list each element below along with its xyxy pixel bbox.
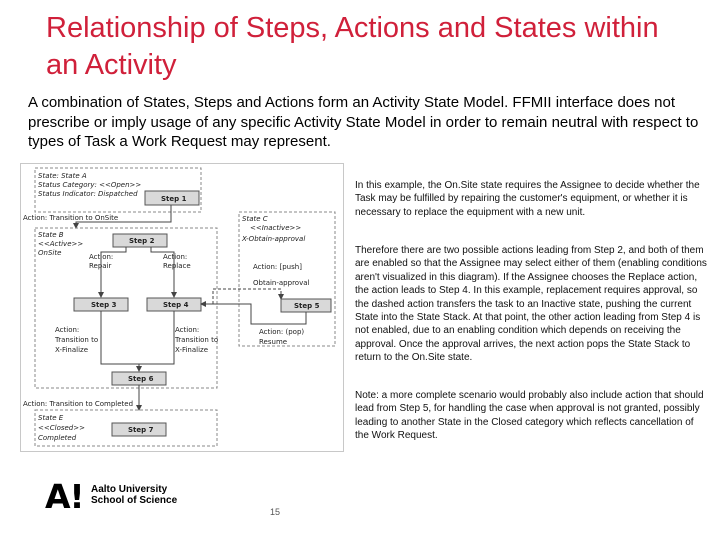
action-fin-left-3: X-Finalize [55,346,89,354]
action-fin-left-1: Action: [55,326,80,334]
arrow-step4-step6 [139,311,174,364]
diagram-svg [21,164,343,451]
state-c-label: X-Obtain-approval [242,235,306,243]
state-b-name: State B [38,231,64,239]
step-7-label: Step 7 [128,426,154,434]
action-replace-2: Replace [163,262,191,270]
step-3-label: Step 3 [91,301,117,309]
paragraph-note: Note: a more complete scenario would probably also include action that should lead from Step 5, for handling the case when approval is not granted, possibly leading to another State in the Closed category which reflects cancellation of the Work Request. [355,390,704,442]
aalto-logo-mark: A! [45,477,84,516]
arrow-push [213,289,281,304]
step-2-label: Step 2 [129,237,155,245]
state-e-label: Completed [38,434,77,442]
state-e-name: State E [38,414,64,422]
action-fin-right-2: Transition to [175,336,219,344]
state-a-name: State: State A [38,172,87,180]
action-pop-1: Action: (pop) [259,328,305,336]
step-5-label: Step 5 [294,302,320,310]
state-c-name: State C [242,215,268,223]
aalto-logo [45,477,195,516]
activity-state-diagram [20,163,344,452]
page-number: 15 [270,507,281,517]
state-b-label: OnSite [38,249,62,257]
action-to-onsite: Action: Transition to OnSite [23,214,119,222]
intro-text: A combination of States, Steps and Actions form an Activity State Model. FFMII interface does not prescribe or imply usage of any specific Activity State Model in order to remain neutral with respect to types of Task a Work Request may represent. [28,94,699,150]
action-fin-right-3: X-Finalize [175,346,209,354]
action-pop-2: Resume [259,338,288,346]
action-repair-1: Action: [89,253,114,261]
state-a-category: Status Category: <<Open>> [38,181,142,189]
action-repair-2: Repair [89,262,112,270]
paragraph-onsite: In this example, the On.Site state requires the Assignee to decide whether the Task may be fulfilled by repairing the customer's equipment, or whether it is necessary to replace the equipment with a new unit. [355,180,700,218]
action-push-2: Obtain-approval [253,279,310,287]
action-replace-1: Action: [163,253,188,261]
action-push-1: Action: [push] [253,263,302,271]
state-a-indicator: Status Indicator: Dispatched [38,190,138,198]
action-to-completed: Action: Transition to Completed [23,400,134,408]
state-b-category: <<Active>> [38,240,84,248]
step-4-label: Step 4 [163,301,189,309]
logo-university-name: Aalto University [91,484,168,495]
state-e-category: <<Closed>> [38,424,85,432]
step-1-label: Step 1 [161,195,187,203]
paragraph-actions: Therefore there are two possible actions leading from Step 2, and both of them are enabled so that the Assignee may select either of them (enabling conditions aren't visualized in this diagram). If the Assignee chooses the Replace action, the action leads to Step 4. In this example, replacement requires approval, so the dashed action transfers the task to an Inactive state, pushing the current State into the State Stack. At that point, the other action leading from Step 4 is not enabled, due to an enabling condition which depends on receiving the approval. Once the approval arrives, the next action pops the State Stack to return to the On.Site state. [355,245,707,364]
action-fin-right-1: Action: [175,326,200,334]
logo-school-name: School of Science [91,495,178,506]
arrow-step3-step6 [101,311,139,371]
state-c-category: <<Inactive>> [250,224,302,232]
action-fin-left-2: Transition to [55,336,99,344]
slide-title: Relationship of Steps, Actions and States within an Activity [46,12,659,81]
step-6-label: Step 6 [128,375,154,383]
